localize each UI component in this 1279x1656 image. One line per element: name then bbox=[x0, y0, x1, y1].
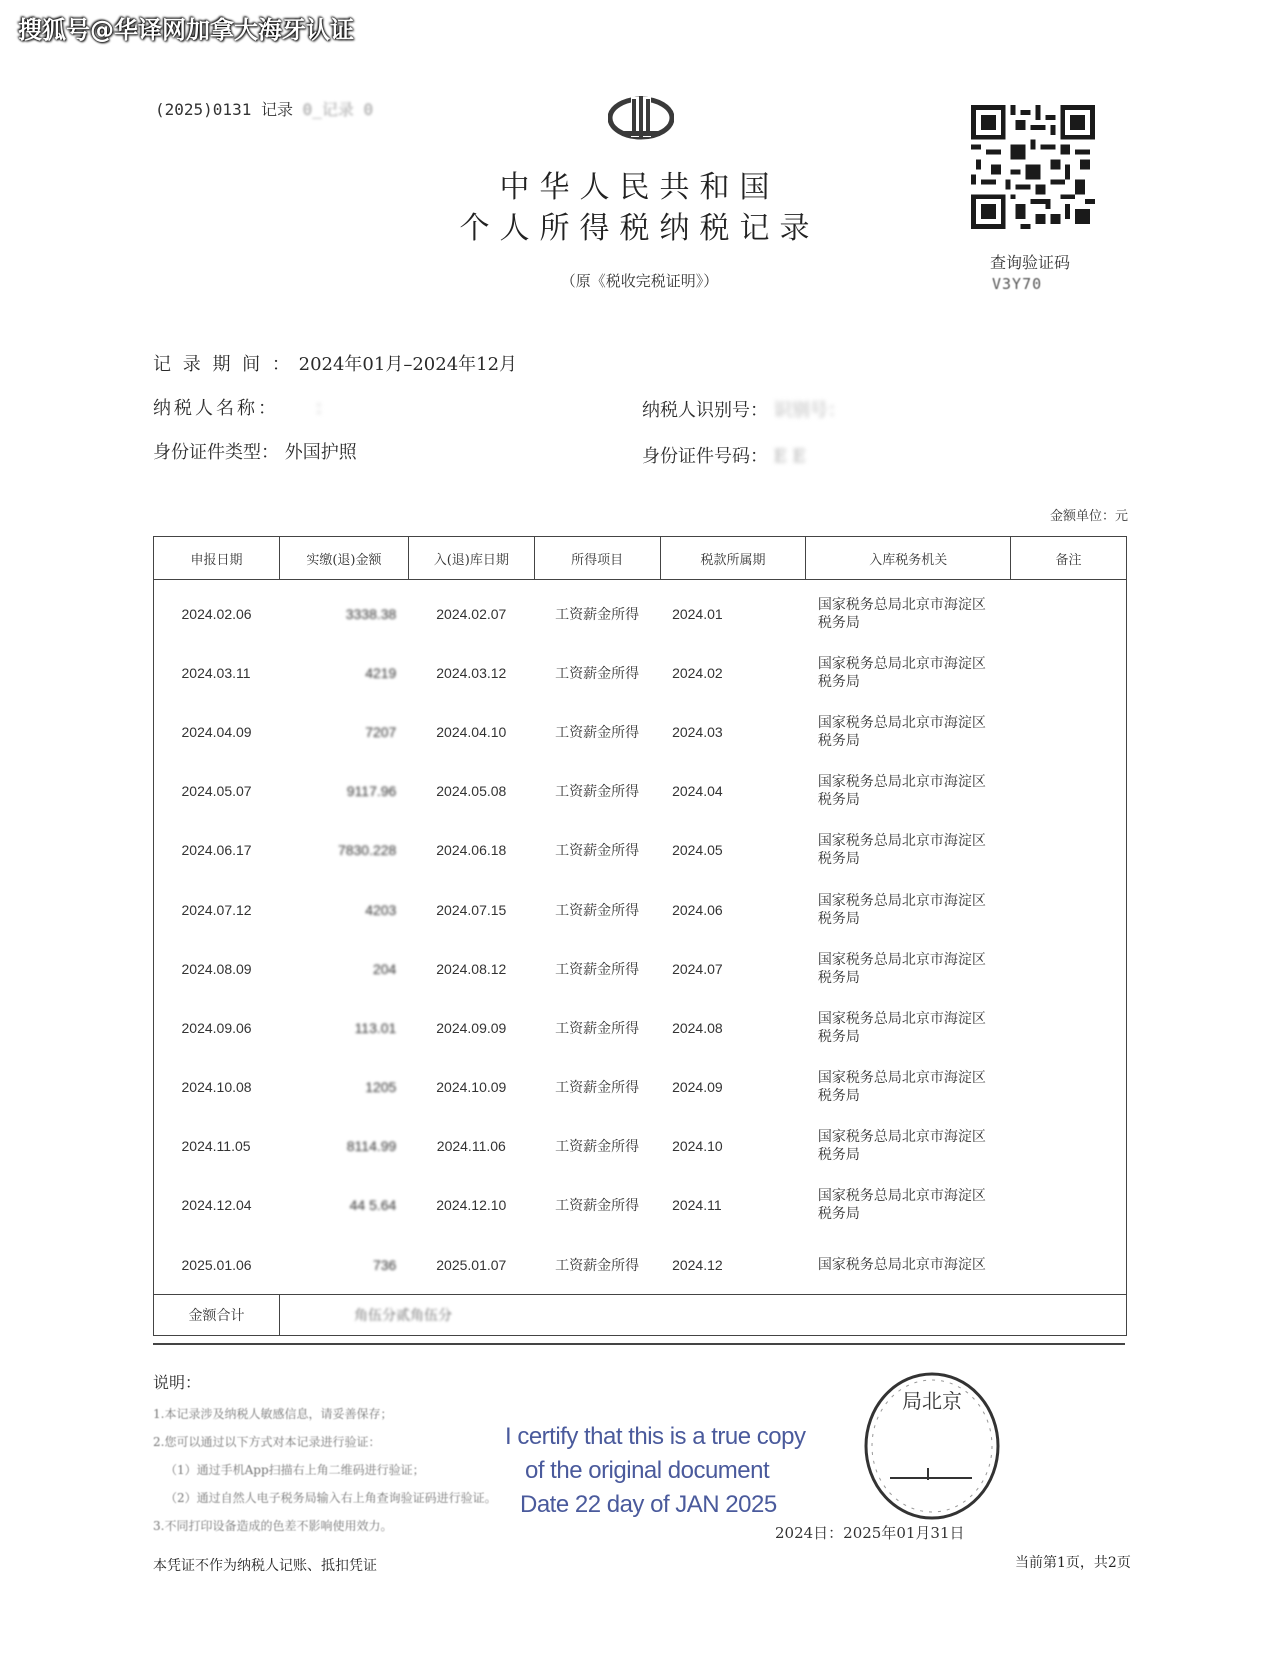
notes-heading: 说明： bbox=[153, 1373, 202, 1392]
row-income-item: 工资薪金所得 bbox=[555, 724, 640, 741]
col-header-tax-period: 税款所属期 bbox=[660, 537, 806, 580]
row-remarks bbox=[1011, 643, 1127, 702]
row-tax-authority-line2: 税务局 bbox=[817, 1028, 860, 1045]
table-row bbox=[154, 1117, 1127, 1176]
row-amount bbox=[279, 821, 408, 880]
id-number-value: E E bbox=[773, 446, 806, 467]
row-storage-date: 2024.05.08 bbox=[436, 783, 507, 800]
row-declare-date: 2024.08.09 bbox=[181, 960, 252, 977]
row-tax-authority bbox=[806, 762, 1011, 821]
row-declare-date: 2024.05.07 bbox=[181, 783, 252, 800]
row-amount bbox=[279, 702, 408, 761]
row-amount-text: 3338.38 bbox=[345, 605, 397, 622]
row-tax-period: 2024.04 bbox=[672, 783, 723, 800]
row-tax-authority-line1: 国家税务总局北京市海淀区 bbox=[817, 1188, 986, 1205]
taxpayer-id-label: 纳税人识别号： bbox=[642, 400, 768, 421]
table-row bbox=[154, 1176, 1127, 1235]
row-tax-authority-line1: 国家税务总局北京市海淀区 bbox=[817, 951, 986, 968]
row-amount-text: 113.01 bbox=[354, 1019, 397, 1036]
note-item: （1）通过手机App扫描右上角二维码进行验证； bbox=[165, 1463, 425, 1477]
table-row bbox=[154, 939, 1127, 998]
tax-emblem-icon bbox=[608, 95, 674, 141]
row-tax-period: 2024.02 bbox=[672, 664, 723, 681]
taxpayer-name-value: ： bbox=[314, 398, 333, 419]
row-remarks bbox=[1011, 580, 1127, 644]
row-amount bbox=[279, 643, 408, 702]
row-amount bbox=[279, 580, 408, 644]
row-tax-period: 2024.01 bbox=[672, 605, 723, 622]
row-amount-text: 44 5.64 bbox=[349, 1197, 397, 1214]
note-item: 1.本记录涉及纳税人敏感信息，请妥善保存； bbox=[153, 1407, 393, 1421]
table-row bbox=[154, 1235, 1127, 1295]
row-declare-date: 2025.01.06 bbox=[181, 1256, 252, 1273]
row-amount bbox=[279, 1058, 408, 1117]
row-tax-period: 2024.08 bbox=[672, 1019, 723, 1036]
row-tax-authority-line2: 税务局 bbox=[817, 673, 860, 690]
record-period bbox=[153, 350, 517, 376]
col-header-storage-date: 入(退)库日期 bbox=[408, 537, 534, 580]
row-remarks bbox=[1011, 821, 1127, 880]
row-tax-authority bbox=[806, 1058, 1011, 1117]
id-type-label: 身份证件类型： bbox=[153, 442, 279, 463]
record-number-prefix: (2025)0131 记录 bbox=[155, 100, 293, 119]
row-amount-text: 4219 bbox=[365, 664, 397, 681]
divider bbox=[153, 1343, 1125, 1345]
row-storage-date: 2025.01.07 bbox=[436, 1256, 507, 1273]
table-row bbox=[154, 1058, 1127, 1117]
table-row bbox=[154, 580, 1127, 644]
row-tax-authority-line2: 税务局 bbox=[817, 1088, 860, 1105]
row-remarks bbox=[1011, 702, 1127, 761]
taxpayer-name bbox=[153, 394, 333, 420]
row-tax-period: 2024.10 bbox=[672, 1138, 723, 1155]
row-tax-authority bbox=[806, 1235, 1011, 1295]
row-tax-authority-line1: 国家税务总局北京市海淀区 bbox=[817, 1010, 986, 1027]
id-type bbox=[153, 438, 357, 464]
record-number bbox=[155, 97, 373, 120]
row-amount bbox=[279, 1176, 408, 1235]
row-declare-date: 2024.11.05 bbox=[181, 1138, 251, 1155]
row-income-item: 工资薪金所得 bbox=[555, 1080, 640, 1097]
row-amount bbox=[279, 939, 408, 998]
table-row bbox=[154, 821, 1127, 880]
row-tax-authority bbox=[806, 1117, 1011, 1176]
row-income-item: 工资薪金所得 bbox=[555, 665, 640, 682]
row-storage-date: 2024.08.12 bbox=[436, 960, 507, 977]
row-storage-date: 2024.06.18 bbox=[436, 842, 507, 859]
taxpayer-id-value: 识别号： bbox=[773, 400, 846, 421]
row-remarks bbox=[1011, 1058, 1127, 1117]
row-tax-authority-line2: 税务局 bbox=[817, 851, 860, 868]
qr-code-icon[interactable] bbox=[970, 105, 1096, 229]
row-tax-authority-line2: 税务局 bbox=[817, 614, 860, 631]
table-row bbox=[154, 880, 1127, 939]
row-amount-text: 8114.99 bbox=[346, 1138, 397, 1155]
row-tax-authority bbox=[806, 580, 1011, 644]
row-tax-authority-line2: 税务局 bbox=[817, 792, 860, 809]
total-value bbox=[279, 1295, 1126, 1336]
row-income-item: 工资薪金所得 bbox=[555, 784, 640, 801]
total-label: 金额合计 bbox=[154, 1295, 280, 1336]
row-tax-authority-line2: 税务局 bbox=[817, 969, 860, 986]
title-document: 个人所得税纳税记录 bbox=[459, 211, 820, 246]
amount-unit: 金额单位：元 bbox=[1050, 509, 1129, 524]
row-tax-period: 2024.06 bbox=[672, 901, 723, 918]
row-remarks bbox=[1011, 880, 1127, 939]
row-tax-authority-line2: 税务局 bbox=[817, 732, 860, 749]
col-header-remarks: 备注 bbox=[1011, 537, 1127, 580]
row-amount-text: 4203 bbox=[365, 901, 397, 918]
row-amount-text: 736 bbox=[372, 1256, 397, 1273]
row-tax-authority bbox=[806, 643, 1011, 702]
row-amount bbox=[279, 1117, 408, 1176]
row-amount-text: 1205 bbox=[365, 1079, 397, 1096]
record-period-value: 2024年01月–2024年12月 bbox=[298, 354, 518, 375]
table-header-row bbox=[154, 537, 1127, 580]
row-storage-date: 2024.10.09 bbox=[436, 1079, 507, 1096]
row-tax-authority-line1: 国家税务总局北京市海淀区 bbox=[817, 833, 986, 850]
row-tax-authority bbox=[806, 939, 1011, 998]
watermark: 搜狐号@华译网加拿大海牙认证 bbox=[18, 16, 354, 44]
row-declare-date: 2024.10.08 bbox=[181, 1079, 252, 1096]
qr-verify-code: V3Y70 bbox=[992, 275, 1043, 293]
certification-stamp bbox=[505, 1420, 805, 1522]
row-remarks bbox=[1011, 1235, 1127, 1295]
row-tax-authority bbox=[806, 998, 1011, 1057]
row-remarks bbox=[1011, 1117, 1127, 1176]
row-storage-date: 2024.02.07 bbox=[436, 605, 507, 622]
row-storage-date: 2024.09.09 bbox=[436, 1019, 507, 1036]
row-tax-authority bbox=[806, 821, 1011, 880]
row-tax-authority bbox=[806, 1176, 1011, 1235]
row-tax-period: 2024.03 bbox=[672, 723, 723, 740]
page-number: 当前第1页，共2页 bbox=[1015, 1555, 1131, 1571]
row-tax-period: 2024.07 bbox=[672, 960, 723, 977]
row-declare-date: 2024.07.12 bbox=[181, 901, 252, 918]
certification-line-1: I certify that this is a true copy bbox=[505, 1423, 806, 1450]
note-item: （2）通过自然人电子税务局输入右上角查询验证码进行验证。 bbox=[165, 1491, 497, 1505]
row-storage-date: 2024.11.06 bbox=[436, 1138, 506, 1155]
row-tax-period: 2024.09 bbox=[672, 1079, 723, 1096]
row-tax-authority-line2: 税务局 bbox=[817, 1147, 860, 1164]
row-remarks bbox=[1011, 939, 1127, 998]
row-tax-authority-line1: 国家税务总局北京市海淀区 bbox=[817, 596, 986, 613]
qr-verify-label: 查询验证码 bbox=[990, 253, 1071, 272]
id-type-value: 外国护照 bbox=[284, 442, 357, 463]
col-header-amount: 实缴(退)金额 bbox=[279, 537, 408, 580]
row-tax-authority-line1: 国家税务总局北京市海淀区 bbox=[817, 1070, 986, 1087]
row-tax-period: 2024.05 bbox=[672, 842, 723, 859]
row-amount-text: 9117.96 bbox=[346, 783, 397, 800]
title-country: 中华人民共和国 bbox=[499, 170, 780, 205]
row-income-item: 工资薪金所得 bbox=[555, 606, 640, 623]
row-amount bbox=[279, 1235, 408, 1295]
row-amount-text: 7830.228 bbox=[337, 842, 397, 859]
row-tax-authority-line1: 国家税务总局北京市海淀区 bbox=[817, 774, 986, 791]
seal-text: 局北京 bbox=[902, 1389, 962, 1413]
row-storage-date: 2024.03.12 bbox=[436, 664, 507, 681]
subtitle: （原《税收完税证明》） bbox=[560, 272, 719, 290]
record-period-label: 记 录 期 间 ： bbox=[153, 354, 293, 375]
table-row bbox=[154, 643, 1127, 702]
row-tax-authority-line1: 国家税务总局北京市海淀区 bbox=[817, 1129, 986, 1146]
row-declare-date: 2024.06.17 bbox=[181, 842, 252, 859]
id-number bbox=[642, 442, 806, 468]
row-amount-text: 7207 bbox=[365, 723, 397, 740]
row-storage-date: 2024.07.15 bbox=[436, 901, 507, 918]
print-date: 2024日：2025年01月31日 bbox=[775, 1524, 965, 1542]
row-declare-date: 2024.04.09 bbox=[181, 723, 252, 740]
total-value-text: 角伍分贰角伍分 bbox=[353, 1308, 452, 1325]
row-remarks bbox=[1011, 998, 1127, 1057]
row-income-item: 工资薪金所得 bbox=[555, 902, 640, 919]
row-declare-date: 2024.09.06 bbox=[181, 1019, 252, 1036]
row-tax-authority bbox=[806, 880, 1011, 939]
tax-record-table bbox=[153, 536, 1127, 1336]
record-number-blurred: 0_记录 0 bbox=[302, 100, 374, 119]
row-tax-period: 2024.11 bbox=[672, 1197, 722, 1214]
row-storage-date: 2024.12.10 bbox=[436, 1197, 507, 1214]
row-tax-authority-line1: 国家税务总局北京市海淀区 bbox=[817, 1256, 986, 1273]
col-header-tax-authority: 入库税务机关 bbox=[806, 537, 1011, 580]
row-declare-date: 2024.02.06 bbox=[181, 605, 252, 622]
id-number-label: 身份证件号码： bbox=[642, 446, 768, 467]
row-tax-authority-line1: 国家税务总局北京市海淀区 bbox=[817, 892, 986, 909]
taxpayer-id bbox=[642, 396, 846, 422]
certification-line-2: of the original document bbox=[525, 1457, 770, 1484]
col-header-declare-date: 申报日期 bbox=[154, 537, 280, 580]
note-item: 3.不同打印设备造成的色差不影响使用效力。 bbox=[153, 1519, 393, 1533]
row-remarks bbox=[1011, 762, 1127, 821]
row-tax-authority-line2: 税务局 bbox=[817, 910, 860, 927]
row-declare-date: 2024.03.11 bbox=[181, 664, 251, 681]
row-income-item: 工资薪金所得 bbox=[555, 1139, 640, 1156]
row-tax-authority-line1: 国家税务总局北京市海淀区 bbox=[817, 655, 986, 672]
certification-line-3: Date 22 day of JAN 2025 bbox=[520, 1491, 777, 1518]
row-income-item: 工资薪金所得 bbox=[555, 1198, 640, 1215]
row-income-item: 工资薪金所得 bbox=[555, 843, 640, 860]
taxpayer-name-label: 纳税人名称： bbox=[153, 398, 279, 419]
row-tax-authority-line1: 国家税务总局北京市海淀区 bbox=[817, 714, 986, 731]
row-amount-text: 204 bbox=[372, 960, 397, 977]
table-row bbox=[154, 998, 1127, 1057]
note-item: 2.您可以通过以下方式对本记录进行验证： bbox=[153, 1435, 381, 1449]
disclaimer: 本凭证不作为纳税人记账、抵扣凭证 bbox=[153, 1558, 377, 1574]
table-row bbox=[154, 762, 1127, 821]
row-tax-authority-line2: 税务局 bbox=[817, 1206, 860, 1223]
row-income-item: 工资薪金所得 bbox=[555, 1020, 640, 1037]
row-amount bbox=[279, 762, 408, 821]
row-income-item: 工资薪金所得 bbox=[555, 961, 640, 978]
row-amount bbox=[279, 880, 408, 939]
row-amount bbox=[279, 998, 408, 1057]
row-income-item: 工资薪金所得 bbox=[555, 1257, 640, 1274]
total-row bbox=[154, 1295, 1127, 1336]
table-row bbox=[154, 702, 1127, 761]
row-remarks bbox=[1011, 1176, 1127, 1235]
row-tax-period: 2024.12 bbox=[672, 1256, 723, 1273]
col-header-income-item: 所得项目 bbox=[534, 537, 660, 580]
official-seal-icon bbox=[860, 1368, 1010, 1528]
row-storage-date: 2024.04.10 bbox=[436, 723, 507, 740]
row-tax-authority bbox=[806, 702, 1011, 761]
row-declare-date: 2024.12.04 bbox=[181, 1197, 252, 1214]
